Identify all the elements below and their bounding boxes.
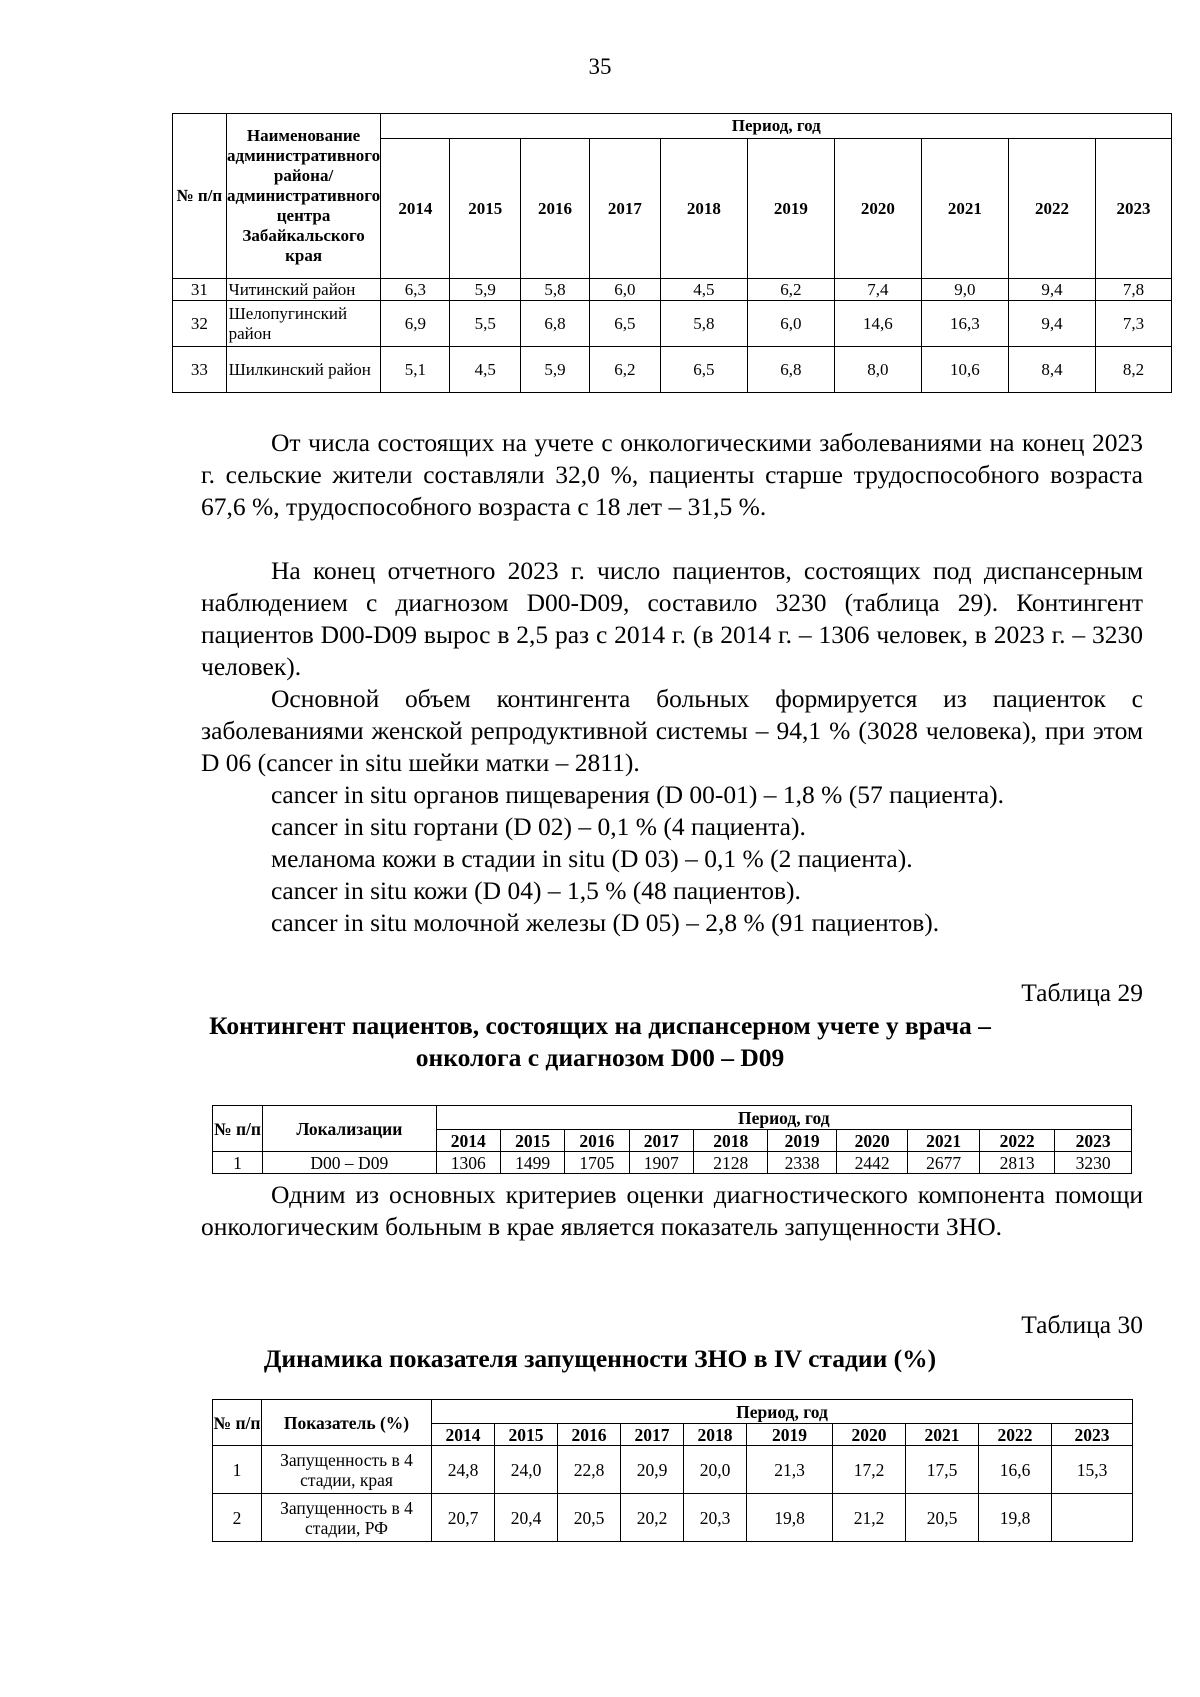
year-cell: 2023 xyxy=(1095,139,1171,279)
year-cell: 2016 xyxy=(565,1130,629,1152)
list-item: cancer in situ органов пищеварения (D 00-01) – 1,8 % (57 пациента). xyxy=(271,780,1005,809)
table-29-title-line1: Контингент пациентов, состоящих на диспансерном учете у врача – xyxy=(209,1011,991,1040)
value-cell: 10,6 xyxy=(921,347,1008,393)
year-cell: 2014 xyxy=(432,1424,495,1446)
value-cell: 7,3 xyxy=(1095,301,1171,347)
table-row xyxy=(173,347,1172,393)
value-cell: 20,4 xyxy=(495,1494,558,1542)
value-cell: 16,3 xyxy=(921,301,1008,347)
table-row xyxy=(213,1152,1132,1174)
value-cell: 21,3 xyxy=(747,1446,833,1494)
value-cell: 1306 xyxy=(436,1152,500,1174)
value-cell: 4,5 xyxy=(660,279,747,301)
year-cell: 2017 xyxy=(629,1130,693,1152)
value-cell: 2128 xyxy=(693,1152,768,1174)
value-cell: 14,6 xyxy=(834,301,921,347)
value-cell: 24,0 xyxy=(495,1446,558,1494)
page-number: 35 xyxy=(588,54,612,79)
header-num: № п/п xyxy=(213,1400,262,1446)
table-29 xyxy=(212,1105,1132,1174)
header-period: Период, год xyxy=(432,1400,1133,1424)
value-cell: 20,5 xyxy=(906,1494,979,1542)
header-indicator: Показатель (%) xyxy=(262,1400,432,1446)
paragraph-reproductive-share: Основной объем контингента больных формируется из пациенток с заболеваниями женской репродуктивной системы – 94,1 % (3028 человека), при этом D 06 (cancer in situ шейки матки – 2811). xyxy=(201,684,1143,777)
header-num: № п/п xyxy=(213,1106,263,1152)
row-num: 1 xyxy=(213,1152,263,1174)
year-cell: 2017 xyxy=(589,139,660,279)
year-cell: 2018 xyxy=(684,1424,747,1446)
value-cell: 4,5 xyxy=(450,347,521,393)
table-30 xyxy=(212,1399,1133,1542)
row-num: 1 xyxy=(213,1446,262,1494)
value-cell: 6,5 xyxy=(660,347,747,393)
header-period: Период, год xyxy=(436,1106,1131,1130)
year-cell: 2014 xyxy=(436,1130,500,1152)
value-cell: 2677 xyxy=(908,1152,979,1174)
value-cell: 20,5 xyxy=(558,1494,621,1542)
row-name: D00 – D09 xyxy=(263,1152,437,1174)
value-cell: 24,8 xyxy=(432,1446,495,1494)
list-item: cancer in situ гортани (D 02) – 0,1 % (4 пациента). xyxy=(271,812,806,841)
year-cell: 2022 xyxy=(979,1130,1055,1152)
year-cell: 2015 xyxy=(450,139,521,279)
value-cell: 21,2 xyxy=(833,1494,906,1542)
year-cell: 2019 xyxy=(768,1130,836,1152)
year-cell: 2020 xyxy=(833,1424,906,1446)
value-cell: 2338 xyxy=(768,1152,836,1174)
value-cell: 6,2 xyxy=(747,279,834,301)
header-localization: Локализации xyxy=(263,1106,437,1152)
table-row xyxy=(213,1494,1133,1542)
year-cell: 2015 xyxy=(495,1424,558,1446)
year-cell: 2023 xyxy=(1052,1424,1133,1446)
value-cell: 15,3 xyxy=(1052,1446,1133,1494)
value-cell: 8,2 xyxy=(1095,347,1171,393)
year-cell: 2020 xyxy=(834,139,921,279)
paragraph-d00-d09-count: На конец отчетного 2023 г. число пациентов, состоящих под диспансерным наблюдением с диагнозом D00-D09, составило 3230 (таблица 29). Контингент пациентов D00-D09 вырос в 2,5 раз с 2014 г. (в 2014 г. – 1306 человек, в 2023 г. – 3230 человек). xyxy=(201,556,1143,681)
value-cell: 6,2 xyxy=(589,347,660,393)
year-cell: 2019 xyxy=(747,139,834,279)
year-cell: 2018 xyxy=(693,1130,768,1152)
value-cell: 2442 xyxy=(836,1152,907,1174)
value-cell: 6,8 xyxy=(747,347,834,393)
value-cell: 5,1 xyxy=(381,347,450,393)
value-cell: 5,9 xyxy=(521,347,590,393)
header-period: Период, год xyxy=(381,114,1172,139)
year-cell: 2019 xyxy=(747,1424,833,1446)
value-cell: 9,4 xyxy=(1008,301,1095,347)
year-cell: 2020 xyxy=(836,1130,907,1152)
row-name: Шелопугинский район xyxy=(226,301,381,347)
table-29-title-line2: онколога с диагнозом D00 – D09 xyxy=(415,1043,785,1072)
value-cell: 6,3 xyxy=(381,279,450,301)
year-cell: 2016 xyxy=(521,139,590,279)
year-cell: 2023 xyxy=(1055,1130,1132,1152)
value-cell: 20,2 xyxy=(621,1494,684,1542)
value-cell: 19,8 xyxy=(979,1494,1052,1542)
value-cell: 6,8 xyxy=(521,301,590,347)
year-cell: 2018 xyxy=(660,139,747,279)
row-name: Запущенность в 4 стадии, края xyxy=(262,1446,432,1494)
value-cell: 5,8 xyxy=(521,279,590,301)
paragraph-rural-share: От числа состоящих на учете с онкологическими заболеваниями на конец 2023 г. сельские жители составляли 32,0 %, пациенты старше трудоспособного возраста 67,6 %, трудоспособного возраста с 18 лет – 31,5 %. xyxy=(201,428,1143,521)
year-cell: 2021 xyxy=(921,139,1008,279)
district-table xyxy=(172,113,1172,393)
value-cell: 17,2 xyxy=(833,1446,906,1494)
row-num: 33 xyxy=(173,347,227,393)
value-cell: 2813 xyxy=(979,1152,1055,1174)
value-cell: 6,5 xyxy=(589,301,660,347)
value-cell: 19,8 xyxy=(747,1494,833,1542)
year-cell: 2022 xyxy=(979,1424,1052,1446)
year-cell: 2021 xyxy=(906,1424,979,1446)
value-cell: 9,0 xyxy=(921,279,1008,301)
value-cell: 1705 xyxy=(565,1152,629,1174)
value-cell xyxy=(1052,1494,1133,1542)
value-cell: 1907 xyxy=(629,1152,693,1174)
year-cell: 2014 xyxy=(381,139,450,279)
value-cell: 22,8 xyxy=(558,1446,621,1494)
value-cell: 8,4 xyxy=(1008,347,1095,393)
value-cell: 16,6 xyxy=(979,1446,1052,1494)
year-cell: 2016 xyxy=(558,1424,621,1446)
value-cell: 20,3 xyxy=(684,1494,747,1542)
value-cell: 20,0 xyxy=(684,1446,747,1494)
row-num: 32 xyxy=(173,301,227,347)
value-cell: 20,9 xyxy=(621,1446,684,1494)
value-cell: 6,0 xyxy=(589,279,660,301)
value-cell: 5,8 xyxy=(660,301,747,347)
value-cell: 5,5 xyxy=(450,301,521,347)
list-item: cancer in situ кожи (D 04) – 1,5 % (48 пациентов). xyxy=(271,876,801,905)
value-cell: 7,4 xyxy=(834,279,921,301)
table-row xyxy=(213,1446,1133,1494)
value-cell: 7,8 xyxy=(1095,279,1171,301)
value-cell: 3230 xyxy=(1055,1152,1132,1174)
table-29-label: Таблица 29 xyxy=(1021,978,1143,1007)
value-cell: 8,0 xyxy=(834,347,921,393)
value-cell: 1499 xyxy=(500,1152,564,1174)
table-30-title: Динамика показателя запущенности ЗНО в IV стадии (%) xyxy=(263,1344,937,1373)
year-cell: 2015 xyxy=(500,1130,564,1152)
year-cell: 2021 xyxy=(908,1130,979,1152)
value-cell: 9,4 xyxy=(1008,279,1095,301)
value-cell: 6,0 xyxy=(747,301,834,347)
table-row xyxy=(173,279,1172,301)
year-cell: 2022 xyxy=(1008,139,1095,279)
value-cell: 6,9 xyxy=(381,301,450,347)
value-cell: 17,5 xyxy=(906,1446,979,1494)
row-num: 31 xyxy=(173,279,227,301)
value-cell: 5,9 xyxy=(450,279,521,301)
header-num: № п/п xyxy=(173,114,227,279)
list-item: меланома кожи в стадии in situ (D 03) – 0,1 % (2 пациента). xyxy=(271,844,913,873)
value-cell: 20,7 xyxy=(432,1494,495,1542)
table-30-label: Таблица 30 xyxy=(1021,1310,1143,1339)
row-name: Шилкинский район xyxy=(226,347,381,393)
header-name: Наименование административного района/ административного центра Забайкальского края xyxy=(226,114,381,279)
list-item: cancer in situ молочной железы (D 05) – 2,8 % (91 пациентов). xyxy=(271,908,940,937)
table-row xyxy=(173,301,1172,347)
row-num: 2 xyxy=(213,1494,262,1542)
paragraph-late-stage-criterion: Одним из основных критериев оценки диагностического компонента помощи онкологическим больным в крае является показатель запущенности ЗНО. xyxy=(201,1180,1143,1241)
row-name: Запущенность в 4 стадии, РФ xyxy=(262,1494,432,1542)
row-name: Читинский район xyxy=(226,279,381,301)
year-cell: 2017 xyxy=(621,1424,684,1446)
